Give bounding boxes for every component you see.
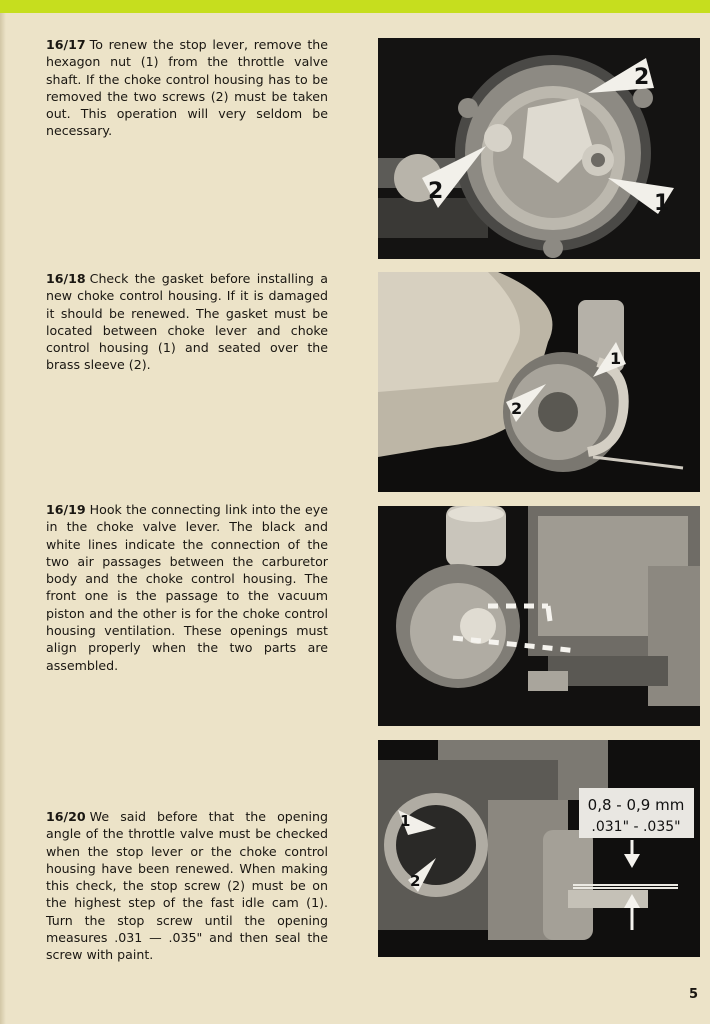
section-number: 16/18 [46, 271, 86, 286]
measurement-imperial: .031" - .035" [591, 819, 681, 835]
callout-label: 2 [428, 179, 444, 204]
callout-label: 2 [511, 399, 523, 418]
section-text: To renew the stop lever, remove the hexagon nut (1) from the throttle valve shaft. If the choke control housing has to be removed the two screws (2) must be taken out. This operation will very seldom be necessary. [46, 37, 328, 139]
callout-label: 1 [610, 349, 622, 368]
section-text: We said before that the opening angle of the throttle valve must be checked when the stop lever or the choke control housing have been renewed. When making this check, the stop screw (2) must be on the highest step of the fast idle cam (1). Turn the stop screw until the opening measures .031 — .035" and then seal the screw with paint. [46, 809, 328, 963]
callout-label: 2 [634, 65, 650, 90]
section-text: Check the gasket before installing a new choke control housing. If it is damaged it should be renewed. The gasket must be located between choke lever and choke control housing (1) and seated over the brass sleeve (2). [46, 271, 328, 373]
paragraph-16-19 [46, 501, 328, 674]
callout-label: 1 [654, 191, 670, 216]
callout-label: 1 [400, 812, 411, 830]
section-number: 16/19 [46, 502, 86, 517]
photo-16-19 [378, 506, 700, 726]
page-number: 5 [688, 987, 698, 1002]
photo-16-18 [378, 272, 700, 492]
page-binding-edge [0, 13, 6, 1024]
photo-16-20 [378, 740, 700, 957]
measurement-metric: 0,8 - 0,9 mm [587, 796, 685, 814]
paragraph-16-20 [46, 808, 328, 964]
section-number: 16/20 [46, 809, 86, 824]
callout-label: 2 [410, 872, 421, 890]
paragraph-16-18 [46, 270, 328, 374]
section-text: Hook the connecting link into the eye in the choke valve lever. The black and white lines indicate the connection of the two air passages between the carburetor body and the choke control housing. The front one is the passage to the vacuum piston and the other is for the choke control housing ventilation. These openings must align properly when the two parts are assembled. [46, 502, 328, 673]
section-number: 16/17 [46, 37, 86, 52]
top-color-band [0, 0, 710, 13]
paragraph-16-17 [46, 36, 328, 140]
photo-16-17 [378, 38, 700, 259]
